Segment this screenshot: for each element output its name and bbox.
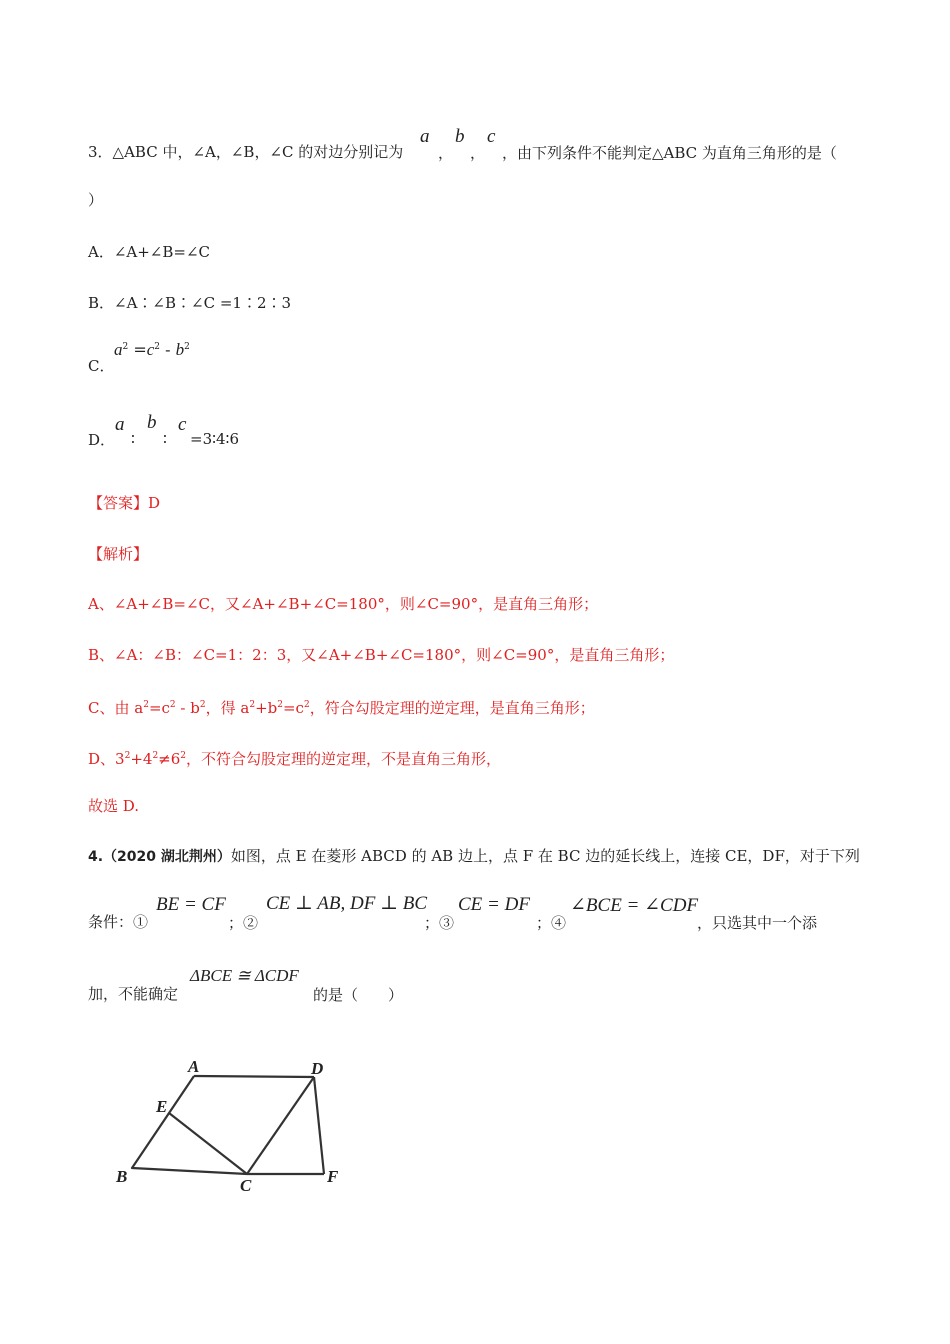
rhombus-figure bbox=[110, 1052, 360, 1192]
q4-cond-1: BE = CF bbox=[156, 894, 226, 915]
option-d-a: a bbox=[115, 414, 125, 435]
analysis-line-b: B、∠A：∠B：∠C=1：2：3，又∠A+∠B+∠C=180°，则∠C=90°，是直角三角形； bbox=[88, 646, 675, 664]
q4-congruence: ΔBCE ≅ ΔCDF bbox=[190, 966, 299, 985]
q3-option-c-formula: $a^2 =c^2 - b^2$ bbox=[114, 340, 190, 359]
var-b: b bbox=[455, 126, 465, 147]
label-e: E bbox=[156, 1097, 168, 1116]
var-a: a bbox=[420, 126, 430, 147]
answer-value: D bbox=[148, 494, 161, 512]
q4-stem: 4.（2020 湖北荆州）如图，点 E 在菱形 ABCD 的 AB 边上，点 F 在 BC 边的延长线上，连接 CE，DF，对于下列 bbox=[88, 847, 860, 865]
label-a: A bbox=[188, 1057, 200, 1076]
q4-line3-suffix: 的是（ ） bbox=[313, 986, 404, 1004]
q4-cond-3: CE = DF bbox=[458, 894, 530, 915]
segment-dc bbox=[247, 1077, 314, 1174]
q3-option-c-label: C． bbox=[88, 357, 115, 375]
var-c: c bbox=[487, 126, 496, 147]
label-b: B bbox=[116, 1167, 128, 1186]
q3-close-paren: ） bbox=[88, 191, 104, 209]
q3-option-a: A．∠A+∠B=∠C bbox=[88, 243, 211, 261]
comma-1: ， bbox=[438, 144, 454, 162]
q4-conditions-label: 条件：① bbox=[88, 913, 149, 931]
label-c: C bbox=[240, 1176, 252, 1192]
q4-cond-2: CE ⊥ AB, DF ⊥ BC bbox=[266, 893, 427, 914]
q4-sep-3: ；③ bbox=[424, 914, 455, 932]
segment-ce bbox=[169, 1113, 247, 1174]
option-d-colon-1: ∶ bbox=[131, 430, 135, 448]
analysis-label: 【解析】 bbox=[88, 545, 149, 563]
q4-sep-2: ；② bbox=[228, 914, 259, 932]
option-d-b: b bbox=[147, 412, 157, 433]
q4-line3-prefix: 加，不能确定 bbox=[88, 985, 179, 1003]
analysis-line-c: C、由 $a^2=c^2 - b^2$，得 $a^2+b^2=c^2$，符合勾股定理的逆定理，是直角三角形； bbox=[88, 699, 595, 717]
label-d: D bbox=[311, 1059, 324, 1078]
q4-cond-suffix: ，只选其中一个添 bbox=[697, 914, 818, 932]
label-f: F bbox=[327, 1167, 339, 1186]
analysis-line-a: A、∠A+∠B=∠C，又∠A+∠B+∠C=180°，则∠C=90°，是直角三角形； bbox=[88, 595, 599, 613]
q3-stem-line1: 3．△ABC 中，∠A，∠B，∠C 的对边分别记为 bbox=[88, 143, 404, 161]
q3-stem-suffix: ，由下列条件不能判定△ABC 为直角三角形的是（ bbox=[502, 144, 837, 162]
analysis-conclusion: 故选 D. bbox=[88, 797, 140, 815]
segment-df bbox=[314, 1077, 324, 1174]
answer bbox=[88, 493, 160, 513]
option-d-ratio: =3∶4∶6 bbox=[190, 430, 240, 448]
q3-option-b: B．∠A∶∠B∶∠C =1∶2∶3 bbox=[88, 294, 292, 312]
option-d-colon-2: ∶ bbox=[163, 430, 167, 448]
option-d-c: c bbox=[178, 414, 187, 435]
q3-option-d-label: D． bbox=[88, 431, 116, 449]
answer-label: 【答案】 bbox=[88, 494, 149, 512]
segment-ad bbox=[194, 1076, 314, 1077]
q4-sep-4: ；④ bbox=[536, 914, 567, 932]
q4-source: 4.（2020 湖北荆州） bbox=[88, 849, 231, 865]
comma-2: ， bbox=[470, 144, 486, 162]
analysis-line-d: D、$3^2+4^2\ne 6^2$，不符合勾股定理的逆定理，不是直角三角形， bbox=[88, 750, 502, 768]
q4-cond-4: ∠BCE = ∠CDF bbox=[570, 895, 699, 916]
